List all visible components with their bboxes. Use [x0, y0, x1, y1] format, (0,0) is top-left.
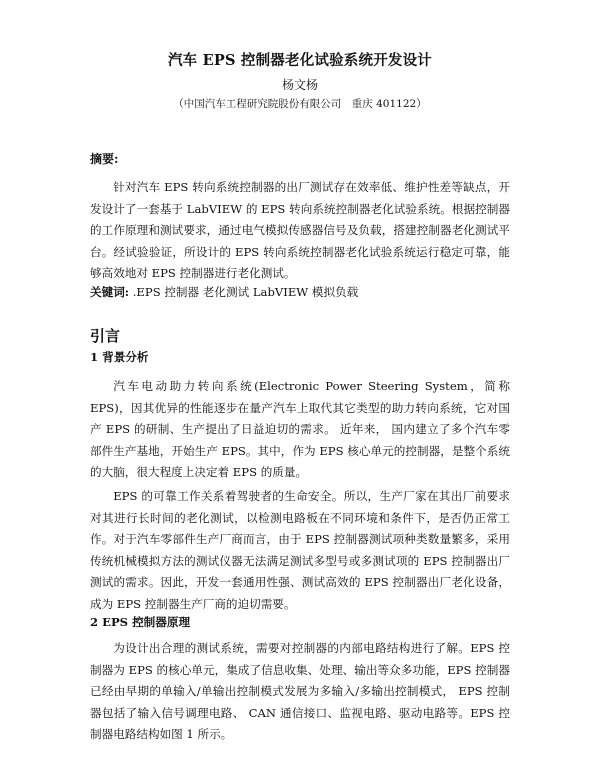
abstract-label: 摘要:	[90, 152, 119, 166]
keywords-text: .EPS 控制器 老化测试 LabVIEW 模拟负载	[129, 285, 359, 299]
abstract-text: 针对汽车 EPS 转向系统控制器的出厂测试存在效率低、维护性差等缺点，开发设计了一套基于 LabVIEW 的 EPS 转向系统控制器老化试验系统。根据控制器的工作原理和测试要求，通过电气模拟传感器信号及负载，搭建控制器老化测试平台。经试验验证，所设计的 EPS 转向系统控制器老化试验系统运行稳定可靠，能够高效地对 EPS 控制器进行老化测试。	[90, 180, 510, 280]
paragraph-background-1: 汽车电动助力转向系统(Electronic Power Steering System，简称 EPS)，因其优异的性能逐步在量产汽车上取代其它类型的助力转向系统，它对国产 EPS 的研制、生产提出了日益迫切的需求。 近年来， 国内建立了多个汽车零部件生产基地，开始生产 EPS。其中，作为 EPS 核心单元的控制器，是整个系统的大脑，很大程度上决定着 EPS 的质量。	[90, 379, 510, 479]
keywords-label: 关键词:	[90, 285, 130, 299]
intro-heading: 引言	[90, 327, 121, 345]
paragraph-background-2: EPS 的可靠工作关系着驾驶者的生命安全。所以，生产厂家在其出厂前要求对其进行长时间的老化测试，以检测电路板在不同环境和条件下，是否仍正常工作。对于汽车零部件生产厂商而言，由于 EPS 控制器测试项种类数量繁多，采用传统机械模拟方法的测试仪器无法满足测试多型号或多测试项的 EPS 控制器出厂测试的需求。因此，开发一套通用性强、测试高效的 EPS 控制器出厂老化设备，成为 EPS 控制器生产厂商的迫切需要。	[90, 489, 510, 611]
paper-affiliation: （中国汽车工程研究院股份有限公司 重庆 401122）	[173, 98, 427, 110]
paper-author: 杨文杨	[281, 78, 318, 92]
paper-title: 汽车 EPS 控制器老化试验系统开发设计	[167, 52, 433, 69]
keywords-line	[90, 284, 358, 300]
section-heading-background: 1 背景分析	[90, 350, 149, 364]
section-heading-eps-principle: 2 EPS 控制器原理	[90, 615, 191, 629]
paragraph-eps-principle: 为设计出合理的测试系统，需要对控制器的内部电路结构进行了解。EPS 控制器为 EPS 的核心单元，集成了信息收集、处理、输出等众多功能，EPS 控制器已经由早期的单输入/单输出控制模式发展为多输入/多输出控制模式， EPS 控制器包括了输入信号调理电路、 CAN 通信接口、监视电路、驱动电路等。EPS 控制器电路结构如图 1 所示。	[90, 641, 510, 741]
